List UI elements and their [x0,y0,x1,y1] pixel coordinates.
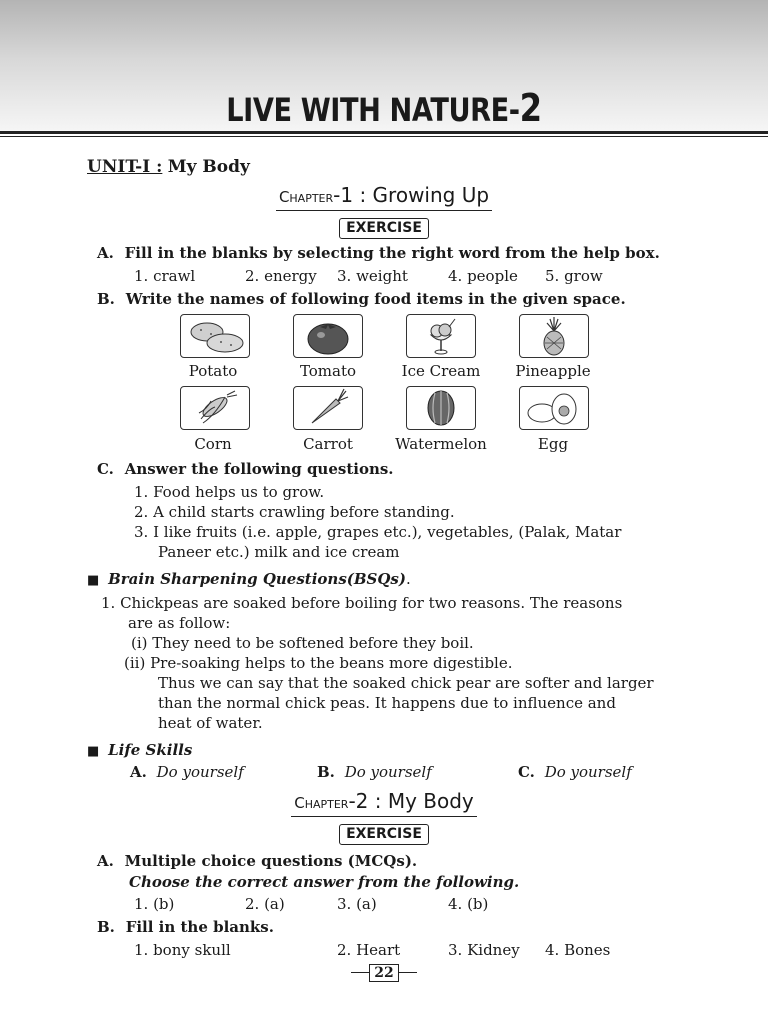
bsq-heading: ■ Brain Sharpening Questions(BSQs). [87,570,411,588]
page-number-value: 22 [369,964,398,982]
chapter-1-name: -1 : Growing Up [333,183,490,207]
chapter-2-exercise-badge [0,823,768,845]
page-number-rule [351,972,369,973]
carrot-icon [293,386,363,430]
life-skill-text: Do yourself [544,763,632,781]
answer-item: 4. people [448,267,518,285]
answer-line: 3. I like fruits (i.e. apple, grapes etc.), vegetables, (Palak, Matar [134,523,622,541]
answer-item: 5. grow [545,267,603,285]
chapter-1-exercise-badge [0,217,768,239]
tomato-icon [293,314,363,358]
bullet-icon: ■ [87,573,100,588]
unit-heading [87,157,250,177]
life-skill-letter: B. [317,763,335,781]
ch1-question-b [97,290,626,308]
answer-item: 3. (a) [337,895,377,913]
food-label: Potato [188,362,238,380]
food-label: Carrot [303,435,353,453]
question-letter: A. [97,852,114,870]
ch2-question-a [97,852,417,870]
answer-item: 2. (a) [245,895,285,913]
food-label: Watermelon [395,435,487,453]
chapter-2-name: -2 : My Body [348,789,474,813]
life-skill-text: Do yourself [344,763,432,781]
chapter-1-prefix: Chapter [278,188,334,206]
exercise-label: EXERCISE [339,824,429,845]
header-rule-thick [0,131,768,134]
corn-icon [180,386,250,430]
life-skill-item [317,763,432,781]
chapter-1-title [0,183,768,211]
answer-line: 2. A child starts crawling before standing. [134,503,455,521]
answer-item: 3. Kidney [448,941,520,959]
food-label: Ice Cream [401,362,481,380]
bsq-line: (ii) Pre-soaking helps to the beans more digestible. [124,654,513,672]
question-letter: C. [97,460,114,478]
bsq-title: Brain Sharpening Questions(BSQs) [108,570,406,588]
question-letter: B. [97,918,115,936]
answer-item: 2. Heart [337,941,401,959]
answer-line: 1. Food helps us to grow. [134,483,325,501]
food-label: Tomato [299,362,357,380]
book-title-number: 2 [519,86,542,130]
book-title [58,86,711,130]
exercise-label: EXERCISE [339,218,429,239]
unit-label: UNIT-I : [87,157,163,177]
question-text: Multiple choice questions (MCQs). [124,852,418,870]
header-rule-thin [0,136,768,137]
life-skill-letter: C. [518,763,535,781]
food-label: Pineapple [515,362,591,380]
question-text: Fill in the blanks. [125,918,274,936]
chapter-2-prefix: Chapter [294,794,349,812]
question-text: Answer the following questions. [124,460,394,478]
book-title-text: LIVE WITH NATURE- [226,91,520,129]
page-number [0,962,768,982]
ice-cream-icon [406,314,476,358]
life-skills-title: Life Skills [108,741,193,759]
bsq-line: than the normal chick peas. It happens due to influence and [158,694,616,712]
bsq-line: Thus we can say that the soaked chick pear are softer and larger [158,674,654,692]
ch1-question-c [97,460,394,478]
food-label: Egg [537,435,569,453]
watermelon-icon [406,386,476,430]
ch1-question-a [97,244,660,262]
answer-item: 3. weight [337,267,408,285]
answer-item: 1. crawl [134,267,196,285]
question-subtext: Choose the correct answer from the following. [129,873,520,891]
question-letter: B. [97,290,115,308]
bsq-line: (i) They need to be softened before they boil. [131,634,474,652]
answer-line: Paneer etc.) milk and ice cream [158,543,400,561]
bsq-line: 1. Chickpeas are soaked before boiling for two reasons. The reasons [101,594,623,612]
life-skills-heading [87,741,192,759]
page-number-rule [399,972,417,973]
life-skill-text: Do yourself [156,763,244,781]
bsq-line: are as follow: [128,614,231,632]
life-skill-item [518,763,632,781]
bsq-line: heat of water. [158,714,263,732]
ch2-question-b [97,918,274,936]
life-skill-item [130,763,244,781]
answer-item: 2. energy [245,267,317,285]
bullet-icon: ■ [87,744,100,759]
question-text: Write the names of following food items in the given space. [125,290,626,308]
answer-item: 4. Bones [545,941,611,959]
answer-item: 4. (b) [448,895,489,913]
egg-icon [519,386,589,430]
food-label: Corn [194,435,232,453]
unit-name: My Body [167,157,250,177]
potato-icon [180,314,250,358]
answer-item: 1. bony skull [134,941,231,959]
chapter-2-title [0,789,768,817]
question-text: Fill in the blanks by selecting the right word from the help box. [124,244,660,262]
question-letter: A. [97,244,114,262]
pineapple-icon [519,314,589,358]
answer-item: 1. (b) [134,895,175,913]
life-skill-letter: A. [130,763,147,781]
